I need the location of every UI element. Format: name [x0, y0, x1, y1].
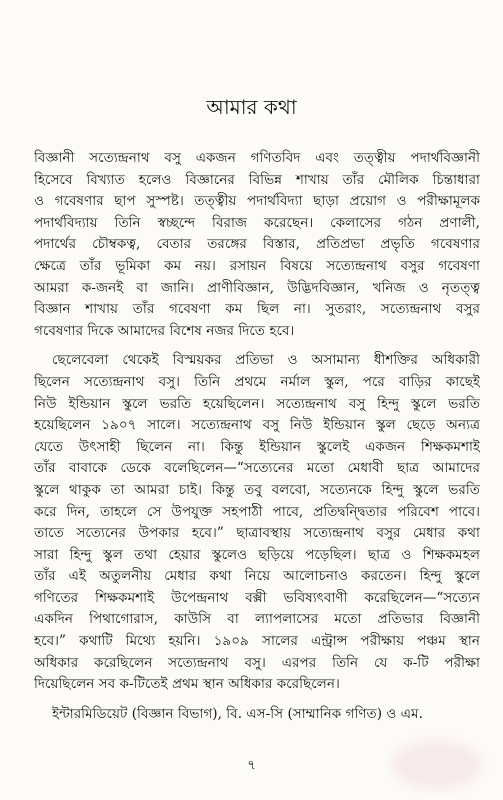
- text-line: ইন্টারমিডিয়েট (বিজ্ঞান বিভাগ), বি. এস-সি (সাম্মানিক গণিত) ও এম.: [52, 705, 423, 722]
- text-line: ও গবেষণার ছাপ সুস্পষ্ট। তত্ত্বীয় পদার্থবিদ্যা ছাড়া প্রয়োগ ও পরীক্ষামূলক: [34, 193, 480, 210]
- text-line: তাঁর এই অতুলনীয় মেধার কথা নিয়ে আলোচনাও করতেন। হিন্দু স্কুলে: [34, 568, 480, 585]
- text-line: তাঁর বাবাকে ডেকে বলেছিলেন—“সত্যেনের মতো মেধাবী ছাত্র আমাদের: [34, 460, 480, 477]
- text-line: নিউ ইন্ডিয়ান স্কুলে ভরতি হয়েছিলেন। সত্যেন্দ্রনাথ বসু হিন্দু স্কুলে ভরতি: [34, 395, 480, 412]
- text-line: পদার্থবিদ্যায় তিনি স্বচ্ছন্দে বিরাজ করেছেন। কেলাসের গঠন প্রণালী,: [34, 214, 480, 231]
- text-line: সারা হিন্দু স্কুল তথা হেয়ার স্কুলেও ছড়িয়ে পড়েছিল। ছাত্র ও শিক্ষকমহল: [34, 546, 480, 563]
- text-line: করে দিন, তাহলে সে উপযুক্ত সহপাঠী পাবে, প্রতিদ্বন্দ্বিতার পরিবেশ পাবে।: [34, 503, 480, 520]
- text-line: আমরা ক-জনই বা জানি। প্রাণীবিজ্ঞান, উদ্ভিদবিজ্ঞান, খনিজ ও নৃতত্ত্ব: [34, 279, 480, 296]
- text-line: হয়েছিলেন ১৯০৭ সালে। সত্যেন্দ্রনাথ বসু নিউ ইন্ডিয়ান স্কুল ছেড়ে অন্যত্র: [34, 417, 480, 434]
- text-line: বিজ্ঞানী সত্যেন্দ্রনাথ বসু একজন গণিতবিদ এবং তত্ত্বীয় পদার্থবিজ্ঞানী: [34, 150, 480, 166]
- text-line: ছিলেন সত্যেন্দ্রনাথ বসু। তিনি প্রথমে নর্মাল স্কুল, পরে বাড়ির কাছেই: [34, 373, 480, 390]
- text-line: দিয়েছিলেন সব ক-টিতেই প্রথম স্থান অধিকার করেছিলেন।: [34, 676, 340, 693]
- text-line: একদিন পিথাগোরাস, কাউসি বা ল্যাপলাসের মতো প্রতিভার বিজ্ঞানী: [34, 611, 480, 628]
- paragraph-1: [34, 148, 480, 342]
- page-title: আমার কথা: [206, 95, 297, 119]
- paragraph-3: [34, 704, 480, 726]
- text-line: যেতে উৎসাহী ছিলেন না। কিন্তু ইন্ডিয়ান স্কুলেই একজন শিক্ষকমশাই: [34, 438, 480, 455]
- text-line: অধিকার করেছিলেন সত্যেন্দ্রনাথ বসু। এরপর তিনি যে ক-টি পরীক্ষা: [34, 654, 480, 671]
- text-line: ছেলেবেলা থেকেই বিস্ময়কর প্রতিভা ও অসামান্য ধীশক্তির অধিকারী: [52, 352, 480, 369]
- text-line: পদার্থের চৌম্বকত্ব, বেতার তরঙ্গের বিস্তার, প্রতিপ্রভা প্রভৃতি গবেষণার: [34, 236, 480, 253]
- text-line: তাতে সত্যেনের উপকার হবে।” ছাত্রাবস্থায় সত্যেন্দ্রনাথ বসুর মেধার কথা: [34, 525, 480, 542]
- text-line: বিজ্ঞান শাখায় তাঁর গবেষণা কম ছিল না। সুতরাং, সত্যেন্দ্রনাথ বসুর: [34, 301, 480, 318]
- page-number: ৭: [247, 758, 256, 773]
- text-line: হবে।” কথাটি মিথ্যে হয়নি। ১৯০৯ সালের এন্ট্রান্স পরীক্ষায় পঞ্চম স্থান: [34, 633, 480, 650]
- body-text: [34, 148, 480, 725]
- paragraph-2: [34, 350, 480, 696]
- text-line: হিসেবে বিখ্যাত হলেও বিজ্ঞানের বিভিন্ন শাখায় তাঁর মৌলিক চিন্তাধারা: [34, 171, 480, 188]
- text-line: গণিতের শিক্ষকমশাই উপেন্দ্রনাথ বক্সী ভবিষ্যৎবাণী করেছিলেন—“সত্যেন: [34, 589, 480, 606]
- text-line: স্কুলে থাকুক তা আমরা চাই। কিন্তু তবু বলবো, সত্যেনকে হিন্দু স্কুলে ভরতি: [34, 481, 480, 498]
- text-line: ক্ষেত্রে তাঁর ভূমিকা কম নয়। রসায়ন বিষয়ে সত্যেন্দ্রনাথ বসুর গবেষণা: [34, 257, 480, 274]
- text-line: গবেষণার দিকে আমাদের বিশেষ নজর দিতে হবে।: [34, 322, 295, 339]
